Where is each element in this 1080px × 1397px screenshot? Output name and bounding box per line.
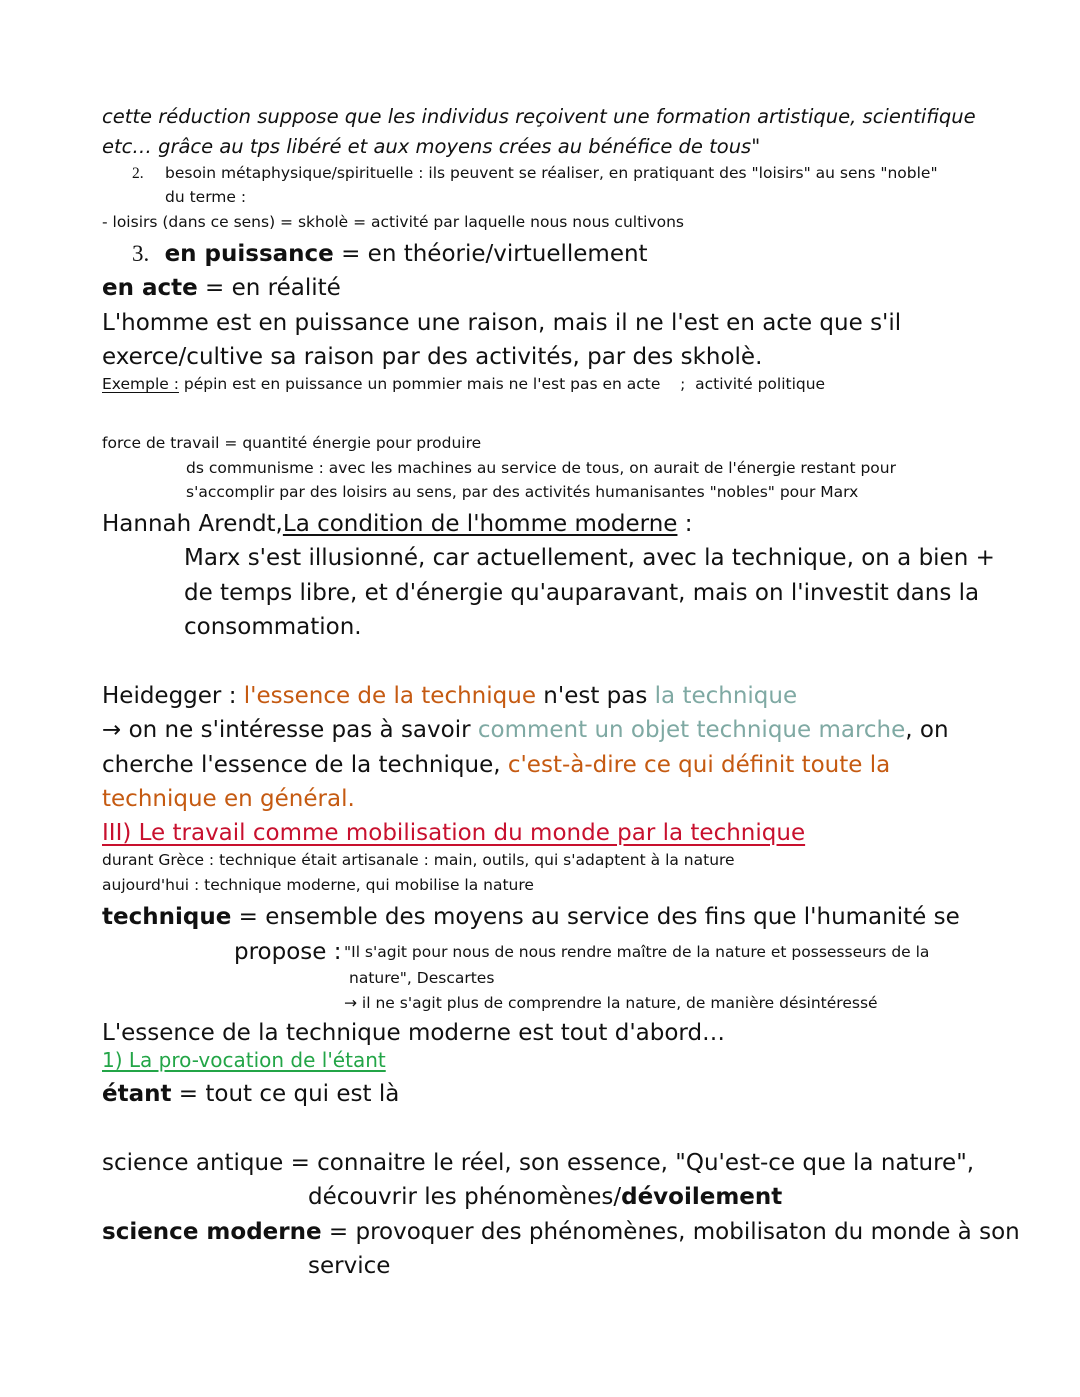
exemple-line xyxy=(102,377,825,393)
list-number: 2. xyxy=(132,165,144,182)
definition: = ensemble des moyens au service des fins que l'humanité se xyxy=(231,904,960,930)
highlight-teal: la technique xyxy=(654,683,798,709)
item2-line-2: du terme : xyxy=(165,188,247,206)
text: Heidegger : xyxy=(102,683,244,709)
text: n'est pas xyxy=(535,683,655,709)
list-item-3 xyxy=(132,242,648,266)
text: → on ne s'intéresse pas à savoir xyxy=(102,717,478,743)
heidegger-line-4: technique en général. xyxy=(102,786,355,812)
book-title: La condition de l'homme moderne xyxy=(282,511,678,537)
definition: = en théorie/virtuellement xyxy=(333,241,648,267)
essence-moderne-line: L'essence de la technique moderne est tout d'abord… xyxy=(102,1020,726,1046)
highlight-teal: comment un objet technique marche xyxy=(477,717,906,743)
heidegger-line-2 xyxy=(102,719,949,742)
intro-line-2: etc… grâce au tps libéré et aux moyens crées au bénéfice de tous" xyxy=(102,135,761,158)
term-etant: étant xyxy=(102,1081,172,1107)
term-en-puissance: en puissance xyxy=(164,241,334,267)
homme-line-1: L'homme est en puissance une raison, mais il ne l'est en acte que s'il xyxy=(102,310,902,336)
heidegger-line-1 xyxy=(102,685,797,708)
author: Hannah Arendt, xyxy=(102,511,283,537)
science-antique-line-2 xyxy=(308,1186,782,1209)
descartes-comment: → il ne s'agit plus de comprendre la nature, de manière désintéressé xyxy=(344,994,878,1012)
definition: = tout ce qui est là xyxy=(171,1081,400,1107)
term-en-acte: en acte xyxy=(102,275,198,301)
highlight-orange: c'est-à-dire ce qui définit toute la xyxy=(507,752,891,778)
subsection-heading-1: 1) La pro-vocation de l'étant xyxy=(102,1048,386,1072)
en-acte-line xyxy=(102,277,341,300)
term-science-moderne: science moderne xyxy=(102,1219,322,1245)
intro-line-1: cette réduction suppose que les individus reçoivent une formation artistique, scientifique xyxy=(102,105,976,128)
homme-line-2: exerce/cultive sa raison par des activités, par des skholè. xyxy=(102,344,763,370)
etant-definition xyxy=(102,1083,399,1106)
heidegger-line-3 xyxy=(102,754,890,777)
arendt-heading xyxy=(102,513,693,536)
colon: : xyxy=(677,511,693,537)
loisirs-definition: - loisirs (dans ce sens) = skholè = activité par laquelle nous nous cultivons xyxy=(102,213,685,231)
definition: = provoquer des phénomènes, mobilisaton du monde à son xyxy=(321,1219,1020,1245)
arendt-line-2: de temps libre, et d'énergie qu'auparavant, mais on l'investit dans la xyxy=(184,580,980,606)
force-travail-line-2: ds communisme : avec les machines au service de tous, on aurait de l'énergie restant pour xyxy=(186,459,896,477)
exemple-label: Exemple : xyxy=(102,375,179,393)
technique-definition-line-1 xyxy=(102,906,960,929)
definition: = en réalité xyxy=(197,275,341,301)
science-moderne-line-2: service xyxy=(308,1253,391,1279)
aujourdhui-line: aujourd'hui : technique moderne, qui mobilise la nature xyxy=(102,876,534,894)
force-travail-line-1: force de travail = quantité énergie pour produire xyxy=(102,434,482,452)
descartes-quote-line-1: "Il s'agit pour nous de nous rendre maître de la nature et possesseurs de la xyxy=(344,943,930,961)
grece-line: durant Grèce : technique était artisanale : main, outils, qui s'adaptent à la nature xyxy=(102,851,735,869)
term-devoilement: dévoilement xyxy=(621,1184,783,1210)
arendt-line-3: consommation. xyxy=(184,614,362,640)
descartes-quote-line-2: nature", Descartes xyxy=(349,969,495,987)
text: découvrir les phénomènes/ xyxy=(308,1184,622,1210)
science-antique-line-1: science antique = connaitre le réel, son essence, "Qu'est-ce que la nature", xyxy=(102,1150,975,1176)
item2-line-1: besoin métaphysique/spirituelle : ils peuvent se réaliser, en pratiquant des "loisirs" au sens "noble" xyxy=(165,164,938,182)
exemple-text: pépin est en puissance un pommier mais ne l'est pas en acte ; activité politique xyxy=(178,375,826,393)
term-technique: technique xyxy=(102,904,232,930)
highlight-orange: l'essence de la technique xyxy=(243,683,536,709)
science-moderne-line-1 xyxy=(102,1221,1020,1244)
text: , on xyxy=(905,717,949,743)
force-travail-line-3: s'accomplir par des loisirs au sens, par des activités humanisantes "nobles" pour Marx xyxy=(186,483,859,501)
list-number: 3. xyxy=(132,241,150,266)
arendt-line-1: Marx s'est illusionné, car actuellement, avec la technique, on a bien + xyxy=(184,545,995,571)
technique-definition-line-2: propose : xyxy=(234,939,342,965)
text: cherche l'essence de la technique, xyxy=(102,752,508,778)
section-heading-iii: III) Le travail comme mobilisation du monde par la technique xyxy=(102,820,806,846)
list-item-2 xyxy=(132,166,144,182)
